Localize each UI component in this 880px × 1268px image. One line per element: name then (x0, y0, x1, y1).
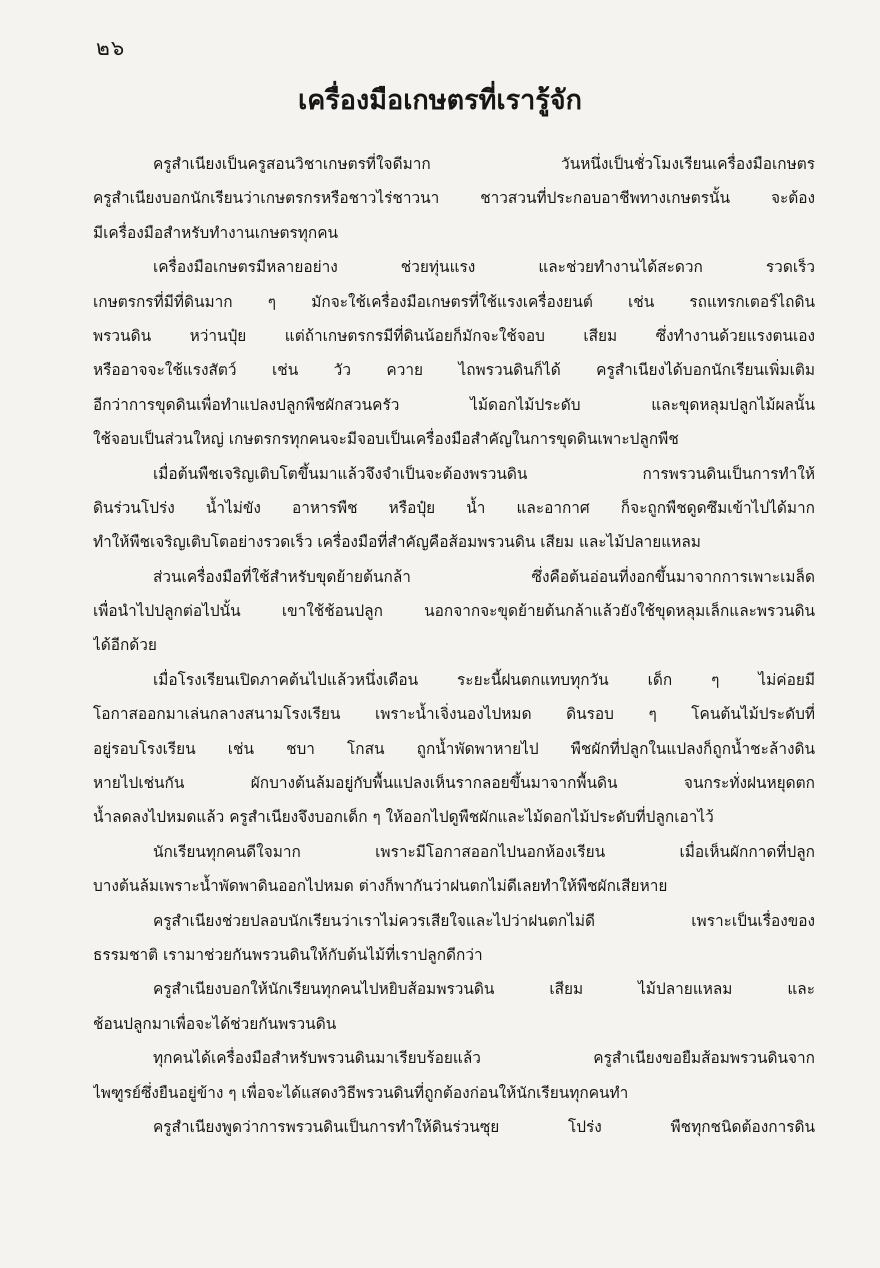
paragraph (93, 663, 815, 835)
text-line: หายไปเช่นกัน ผักบางต้นล้มอยู่กับพื้นแปลงเห็นรากลอยขึ้นมาจากพื้นดิน จนกระทั่งฝนหยุดตก (93, 774, 815, 793)
text-line: ครูสำเนียงบอกนักเรียนว่าเกษตรกรหรือชาวไร่ชาวนา ชาวสวนที่ประกอบอาชีพทางเกษตรนั้น จะต้อง (93, 189, 815, 208)
text-line: อีกว่าการขุดดินเพื่อทำแปลงปลูกพืชผักสวนครัว ไม้ดอกไม้ประดับ และขุดหลุมปลูกไม้ผลนั้น (93, 395, 815, 414)
paragraph (93, 904, 815, 973)
text-line: เครื่องมือเกษตรมีหลายอย่าง ช่วยทุ่นแรง และช่วยทำงานได้สะดวก รวดเร็ว (153, 258, 815, 277)
paragraph (93, 560, 815, 663)
text-line: ทำให้พืชเจริญเติบโตอย่างรวดเร็ว เครื่องมือที่สำคัญคือส้อมพรวนดิน เสียม และไม้ปลายแหลม (93, 533, 701, 552)
page-number: ๒๖ (96, 36, 126, 60)
text-line: ครูสำเนียงพูดว่าการพรวนดินเป็นการทำให้ดินร่วนซุย โปร่ง พืชทุกชนิดต้องการดิน (153, 1117, 815, 1136)
text-line: นักเรียนทุกคนดีใจมาก เพราะมีโอกาสออกไปนอกห้องเรียน เมื่อเห็นผักกาดที่ปลูก (153, 842, 815, 861)
text-line: พรวนดิน หว่านปุ๋ย แต่ถ้าเกษตรกรมีที่ดินน้อยก็มักจะใช้จอบ เสียม ซึ่งทำงานด้วยแรงตนเอง (93, 326, 815, 345)
page-title: เครื่องมือเกษตรที่เรารู้จัก (298, 85, 582, 116)
text-line: ครูสำเนียงบอกให้นักเรียนทุกคนไปหยิบส้อมพรวนดิน เสียม ไม้ปลายแหลม และ (153, 980, 815, 999)
text-line: ทุกคนได้เครื่องมือสำหรับพรวนดินมาเรียบร้อยแล้ว ครูสำเนียงขอยืมส้อมพรวนดินจาก (153, 1049, 815, 1068)
text-line: ส่วนเครื่องมือที่ใช้สำหรับขุดย้ายต้นกล้า ซึ่งคือต้นอ่อนที่งอกขึ้นมาจากการเพาะเมล็ด (153, 567, 815, 586)
paragraph (93, 1110, 815, 1144)
text-line: เมื่อต้นพืชเจริญเติบโตขึ้นมาแล้วจึงจำเป็นจะต้องพรวนดิน การพรวนดินเป็นการทำให้ (153, 464, 815, 483)
paragraph (93, 1041, 815, 1110)
text-line: เมื่อโรงเรียนเปิดภาคต้นไปแล้วหนึ่งเดือน ระยะนี้ฝนตกแทบทุกวัน เด็ก ๆ ไม่ค่อยมี (153, 670, 815, 689)
text-line: เพื่อนำไปปลูกต่อไปนั้น เขาใช้ช้อนปลูก นอกจากจะขุดย้ายต้นกล้าแล้วยังใช้ขุดหลุมเล็กและพรวนดิน (93, 602, 815, 621)
text-line: บางต้นล้มเพราะน้ำพัดพาดินออกไปหมด ต่างก็พากันว่าฝนตกไม่ดีเลยทำให้พืชผักเสียหาย (93, 877, 668, 896)
text-line: ครูสำเนียงเป็นครูสอนวิชาเกษตรที่ใจดีมาก วันหนึ่งเป็นชั่วโมงเรียนเครื่องมือเกษตร (153, 155, 815, 173)
text-line: หรืออาจจะใช้แรงสัตว์ เช่น วัว ควาย ไถพรวนดินก็ได้ ครูสำเนียงได้บอกนักเรียนเพิ่มเติม (93, 361, 815, 380)
text-line: น้ำลดลงไปหมดแล้ว ครูสำเนียงจึงบอกเด็ก ๆ ให้ออกไปดูพืชผักและไม้ดอกไม้ประดับที่ปลูกเอาไว้ (93, 808, 714, 827)
paragraph (93, 250, 815, 456)
text-line: ช้อนปลูกมาเพื่อจะได้ช่วยกันพรวนดิน (93, 1014, 337, 1033)
text-line: ได้อีกด้วย (93, 636, 157, 655)
paragraph (93, 147, 815, 250)
text-line: ไพฑูรย์ซึ่งยืนอยู่ข้าง ๆ เพื่อจะได้แสดงวิธีพรวนดินที่ถูกต้องก่อนให้นักเรียนทุกคนทำ (93, 1083, 629, 1102)
body-text (93, 147, 815, 1144)
paragraph (93, 835, 815, 904)
paragraph (93, 457, 815, 560)
text-line: มีเครื่องมือสำหรับทำงานเกษตรทุกคน (93, 223, 339, 242)
text-line: ดินร่วนโปร่ง น้ำไม่ขัง อาหารพืช หรือปุ๋ย น้ำ และอากาศ ก็จะถูกพืชดูดซึมเข้าไปได้มาก (93, 498, 815, 517)
text-line: โอกาสออกมาเล่นกลางสนามโรงเรียน เพราะน้ำเจิ่งนองไปหมด ดินรอบ ๆ โคนต้นไม้ประดับที่ (93, 705, 815, 724)
text-line: เกษตรกรที่มีที่ดินมาก ๆ มักจะใช้เครื่องมือเกษตรที่ใช้แรงเครื่องยนต์ เช่น รถแทรกเตอร์ไถดิน (93, 292, 815, 311)
text-line: ธรรมชาติ เรามาช่วยกันพรวนดินให้กับต้นไม้ที่เราปลูกดีกว่า (93, 945, 483, 964)
text-line: อยู่รอบโรงเรียน เช่น ชบา โกสน ถูกน้ำพัดพาหายไป พืชผักที่ปลูกในแปลงก็ถูกน้ำชะล้างดิน (93, 739, 815, 758)
paragraph (93, 972, 815, 1041)
text-line: ใช้จอบเป็นส่วนใหญ่ เกษตรกรทุกคนจะมีจอบเป็นเครื่องมือสำคัญในการขุดดินเพาะปลูกพืช (93, 430, 679, 449)
text-line: ครูสำเนียงช่วยปลอบนักเรียนว่าเราไม่ควรเสียใจและไปว่าฝนตกไม่ดี เพราะเป็นเรื่องของ (153, 911, 815, 930)
